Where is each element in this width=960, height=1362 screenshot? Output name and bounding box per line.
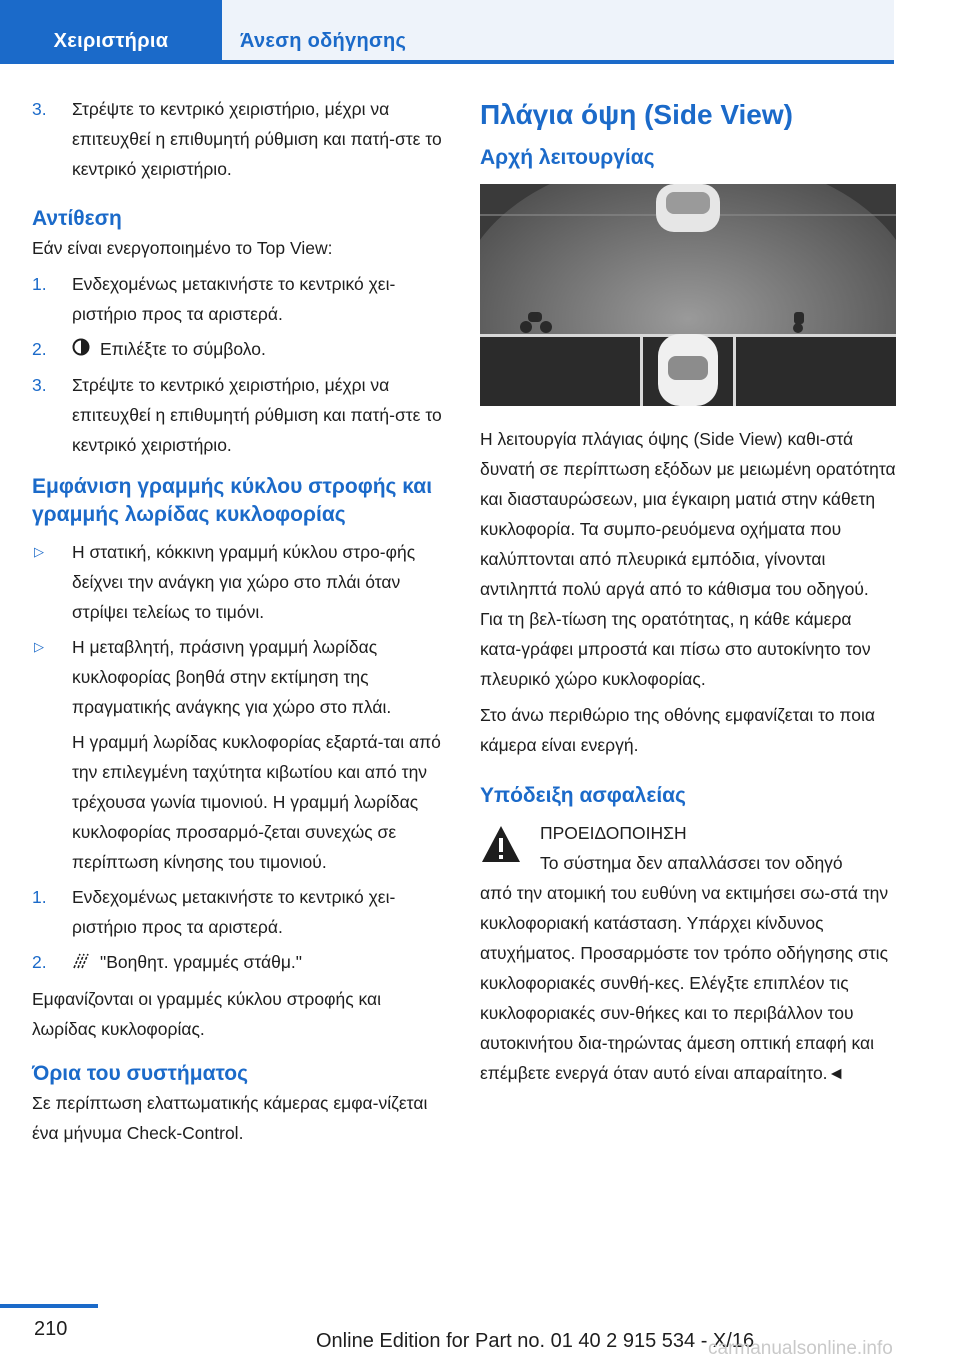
step-text: Στρέψτε το κεντρικό χειριστήριο, μέχρι να επιτευχθεί η επιθυμητή ρύθμιση και πατή‐στε το κεντρικό χειριστήριο.: [72, 375, 442, 456]
limits-heading: Όρια του συστήματος: [32, 1061, 249, 1085]
step-number: 3.: [32, 99, 47, 119]
limits-text: Σε περίπτωση ελαττωματικής κάμερας εμφα‐νίζεται ένα μήνυμα Check-Control.: [32, 1092, 428, 1143]
section-label: Άνεση οδήγησης: [240, 30, 407, 52]
principle-text: Η λειτουργία πλάγιας όψης (Side View) καθι‐στά δυνατή σε περίπτωση εξόδων με μειωμένη ορατότητα και διασταυρώσεων, μια έγκαιρη ματιά στην κάθετη κυκλοφορία. Τα συμπο‐ρευόμενα οχήματα που καλύπτονται από πλευρικά εμπόδια, γίνονται αντιληπτά πολύ αργά από το κάθισμα του οδηγού. Για τη βελ‐τίωση της ορατότητας, η κάθε κάμερα κατα‐γράφει μπροστά και πίσω στο αυτοκίνητο τον πλευρικό χώρο κυκλοφορίας.: [480, 429, 896, 689]
page-header: [0, 0, 960, 64]
warning-triangle-icon: [480, 824, 522, 864]
watermark: carmanualsonline.info: [708, 1338, 893, 1359]
lines-result: Εμφανίζονται οι γραμμές κύκλου στροφής και λωρίδας κυκλοφορίας.: [32, 988, 382, 1039]
contrast-step: [32, 370, 448, 460]
step-text: "Βοηθητ. γραμμές στάθμ.": [100, 952, 303, 973]
edition-note: Online Edition for Part no. 01 40 2 915 534 - X/16: [316, 1330, 755, 1352]
step-text: Ενδεχομένως μετακινήστε το κεντρικό χει‐ριστήριο προς τα αριστερά.: [72, 274, 396, 324]
warning-label: ΠΡΟΕΙΔΟΠΟΙΗΣΗ: [540, 823, 687, 843]
warning-text: από την ατομική του ευθύνη να εκτιμήσει σω‐στά την κυκλοφοριακή κατάσταση. Υπάρχει κίνδυνος ατυχήματος. Προσαρμόστε τον τρόπο οδήγησης στις κυκλοφοριακές συνθή‐κες. Ελέγξτε επιπλέον τις κυκλοφοριακές συν‐θήκες και το περιβάλλον του αυτοκινήτου δια‐τηρώντας άμεση οπτική επαφή και επέμβετε ενεργά όταν αυτό είναι απαραίτητο.◄: [480, 883, 889, 1083]
contrast-step: [32, 269, 448, 329]
page-title: Πλάγια όψη (Side View): [480, 99, 793, 130]
contrast-icon: [72, 335, 90, 365]
safety-heading: Υπόδειξη ασφαλείας: [480, 784, 686, 807]
right-column: [480, 94, 896, 1088]
lines-step: [32, 947, 448, 978]
lines-heading: Εμφάνιση γραμμής κύκλου στροφής και γραμμής λωρίδας κυκλοφορίας: [32, 475, 433, 527]
footer-rule: [0, 1304, 98, 1308]
triangle-bullet-icon: ▷: [34, 639, 44, 655]
side-view-illustration: [480, 184, 896, 406]
step-number: 1.: [32, 887, 47, 908]
step-number: 1.: [32, 274, 47, 294]
header-rule: [0, 60, 894, 64]
section-tab: [222, 0, 894, 60]
chapter-label: Χειριστήρια: [53, 30, 169, 52]
step-number: 2.: [32, 339, 47, 359]
bullet-item: [32, 537, 448, 627]
step-number: 2.: [32, 952, 47, 973]
contrast-heading: Αντίθεση: [32, 207, 122, 230]
principle-heading: Αρχή λειτουργίας: [480, 146, 655, 169]
parking-lines-icon: [72, 949, 90, 979]
bullet-text: Η μεταβλητή, πράσινη γραμμή λωρίδας κυκλοφορίας βοηθά στην εκτίμηση της πραγματικής ανάγκης για χώρο στο πλάι.: [72, 637, 392, 718]
left-column: [32, 94, 448, 1148]
step-number: 3.: [32, 375, 47, 396]
step-text: Επιλέξτε το σύμβολο.: [100, 339, 266, 359]
chapter-tab: [0, 0, 222, 60]
step-text: Ενδεχομένως μετακινήστε το κεντρικό χει‐ριστήριο προς τα αριστερά.: [72, 887, 396, 938]
contrast-intro: Εάν είναι ενεργοποιημένο το Top View:: [32, 238, 333, 258]
lines-step: [32, 882, 448, 942]
bullet-text: Η στατική, κόκκινη γραμμή κύκλου στρο‐φής δείχνει την ανάγκη για χώρο στο πλάι όταν στρίψει τελείως το τιμόνι.: [72, 542, 416, 623]
warning-box: [480, 818, 896, 1088]
triangle-bullet-icon: ▷: [34, 544, 44, 560]
bullet-item: [32, 632, 448, 722]
page-number: 210: [34, 1318, 68, 1340]
camera-text: Στο άνω περιθώριο της οθόνης εμφανίζεται το ποια κάμερα είναι ενεργή.: [480, 705, 875, 755]
step-text: Στρέψτε το κεντρικό χειριστήριο, μέχρι να επιτευχθεί η επιθυμητή ρύθμιση και πατή‐στε το κεντρικό χειριστήριο.: [72, 99, 442, 179]
warning-first-line: Το σύστημα δεν απαλλάσσει τον οδηγό: [540, 853, 843, 873]
bullet-note: Η γραμμή λωρίδας κυκλοφορίας εξαρτά‐ται από την επιλεγμένη ταχύτητα κιβωτίου και από την τρέχουσα γωνία τιμονιού. Η γραμμή λωρίδας κυκλοφορίας προσαρμό‐ζεται συνεχώς σε περίπτωση κίνησης του τιμονιού.: [72, 732, 441, 873]
contrast-step: [32, 334, 448, 365]
intro-step: [32, 94, 448, 184]
